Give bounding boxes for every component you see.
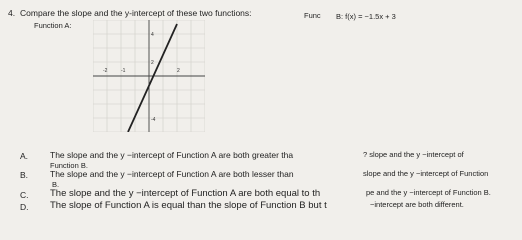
option-a-wrap: Function B.	[50, 161, 88, 170]
function-b-equation: B: f(x) = −1.5x + 3	[336, 12, 396, 21]
question-number: 4.	[8, 8, 16, 18]
option-text-continued: pe and the y −intercept of Function B.	[366, 188, 491, 197]
question-prompt: Compare the slope and the y-intercept of these two functions:	[20, 8, 252, 18]
option-text-continued: ? slope and the y −intercept of	[363, 150, 464, 159]
function-a-graph	[93, 20, 205, 132]
tick-label-y-neg4: -4	[151, 117, 156, 123]
function-a-label: Function A:	[34, 21, 72, 30]
option-letter: C.	[20, 190, 29, 200]
option-letter: B.	[20, 170, 29, 180]
tick-label-y-2: 2	[151, 60, 154, 66]
option-text-continued: slope and the y −intercept of Function	[363, 169, 489, 178]
tick-label-y-4: 4	[151, 32, 154, 38]
option-text-continued: −intercept are both different.	[370, 200, 464, 209]
option-letter: A.	[20, 151, 29, 161]
tick-label-x-neg1: -1	[121, 68, 126, 74]
option-text: The slope and the y −intercept of Function A are both greater tha	[50, 150, 294, 160]
option-text: The slope of Function A is equal than the slope of Function B but t	[50, 200, 327, 211]
function-a-line	[128, 24, 177, 132]
tick-label-x-neg2: -2	[103, 68, 108, 74]
tick-label-x-2: 2	[177, 68, 180, 74]
option-text: The slope and the y −intercept of Function A are both lesser than	[50, 169, 294, 179]
option-b-wrap: B.	[52, 180, 60, 189]
option-letter: D.	[20, 202, 29, 212]
option-text: The slope and the y −intercept of Function A are both equal to th	[50, 188, 321, 199]
function-b-prefix: Func	[304, 11, 321, 20]
